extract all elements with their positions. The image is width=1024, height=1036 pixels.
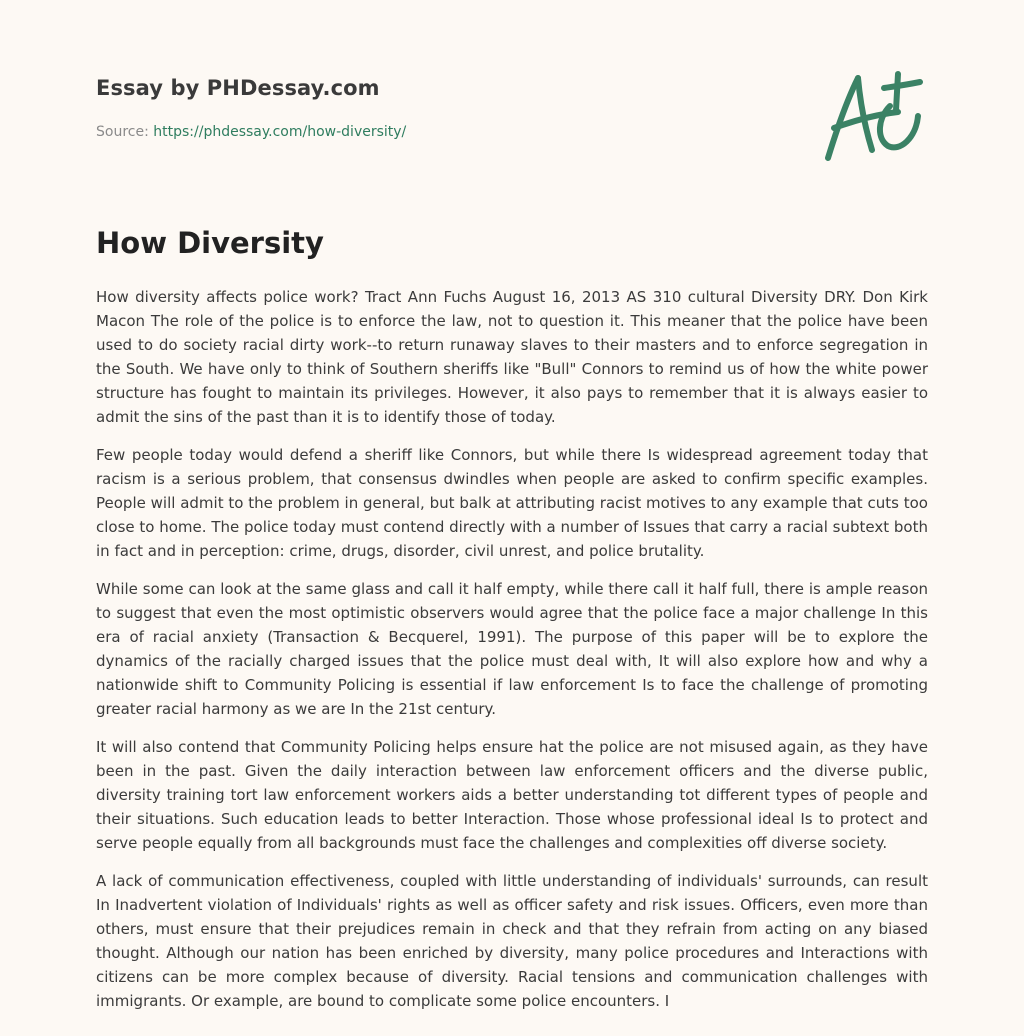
a-plus-logo-icon	[814, 66, 924, 166]
essay-paragraph: It will also contend that Community Policing helps ensure hat the police are not misused again, as they have been in the past. Given the daily interaction between law enforcement officers and the diverse public, diversity training tort law enforcement workers aids a better understanding tot different types of people and their situations. Such education leads to better Interaction. Those whose professional ideal Is to protect and serve people equally from all backgrounds must face the challenges and complexities off diverse society.	[96, 738, 928, 852]
essay-paragraph: While some can look at the same glass and call it half empty, while there call it half full, there is ample reason to suggest that even the most optimistic observers would agree that the police face a major challenge In this era of racial anxiety (Transaction & Becquerel, 1991). The purpose of this paper will be to explore the dynamics of the racially charged issues that the police must deal with, It will also explore how and why a nationwide shift to Community Policing is essential if law enforcement Is to face the challenge of promoting greater racial harmony as we are In the 21st century.	[96, 580, 928, 718]
source-link[interactable]: https://phdessay.com/how-diversity/	[153, 124, 407, 140]
brand-title: Essay by PHDessay.com	[96, 76, 380, 100]
essay-body	[96, 285, 928, 1027]
essay-paragraph: A lack of communication effectiveness, coupled with little understanding of individuals' surrounds, can result In Inadvertent violation of Individuals' rights as well as officer safety and risk issues. Officers, even more than others, must ensure that their prejudices remain in check and that they refrain from acting on any biased thought. Although our nation has been enriched by diversity, many police procedures and Interactions with citizens can be more complex because of diversity. Racial tensions and communication challenges with immigrants. Or example, are bound to complicate some police encounters. I	[96, 872, 928, 1010]
essay-paragraph: Few people today would defend a sheriff like Connors, but while there Is widespread agreement today that racism is a serious problem, that consensus dwindles when people are asked to confirm specific examples. People will admit to the problem in general, but balk at attributing racist motives to any example that cuts too close to home. The police today must contend directly with a number of Issues that carry a racial subtext both in fact and in perception: crime, drugs, disorder, civil unrest, and police brutality.	[96, 446, 928, 560]
essay-title: How Diversity	[96, 226, 324, 260]
essay-paragraph: How diversity affects police work? Tract Ann Fuchs August 16, 2013 AS 310 cultural Diversity DRY. Don Kirk Macon The role of the police is to enforce the law, not to question it. This meaner that the police have been used to do society racial dirty work--to return runaway slaves to their masters and to enforce segregation in the South. We have only to think of Southern sheriffs like "Bull" Connors to remind us of how the white power structure has fought to maintain its privileges. However, it also pays to remember that it is always easier to admit the sins of the past than it is to identify those of today.	[96, 288, 928, 426]
source-line	[96, 124, 406, 140]
source-label: Source:	[96, 124, 154, 140]
